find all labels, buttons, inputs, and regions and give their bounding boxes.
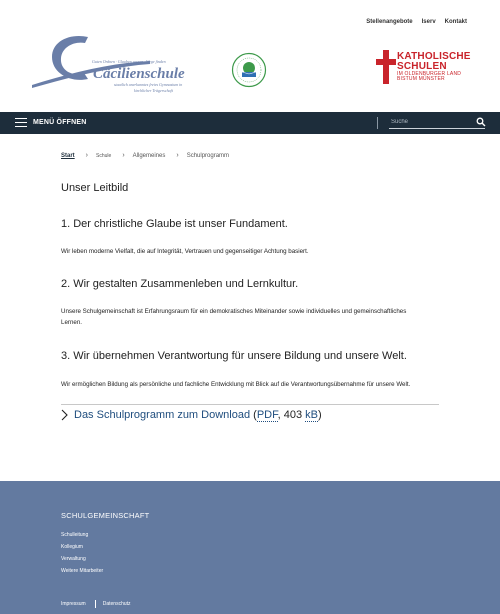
school-logo-sub2: kirchlicher Trägerschaft	[134, 88, 173, 93]
footer-divider	[95, 600, 96, 608]
school-logo-sub1: staatlich anerkanntes freies Gymnasium in	[114, 82, 183, 87]
school-logo[interactable]	[30, 33, 210, 97]
menu-open-label: MENÜ ÖFFNEN	[33, 119, 87, 126]
school-logo-name: Cäcilienschule	[93, 66, 185, 82]
school-logo-tagline: Guten Ordnen · Glauben wagen · Wege finden	[92, 59, 166, 64]
kath-line-3: IM OLDENBURGER LAND	[397, 71, 462, 77]
kath-line-1: KATHOLISCHE	[397, 51, 471, 62]
footer-link-verwaltung[interactable]: Verwaltung	[61, 556, 86, 562]
top-link-kontakt[interactable]: Kontakt	[444, 19, 467, 25]
section-1-heading: 1. Der christliche Glaube ist unser Fundament.	[61, 218, 288, 230]
hamburger-icon	[15, 118, 27, 127]
breadcrumb-item-allgemeines[interactable]: Allgemeines	[132, 152, 166, 159]
kath-line-4: BISTUM MÜNSTER	[397, 76, 445, 83]
eco-school-logo-icon	[231, 52, 267, 88]
katholische-schulen-text	[397, 52, 471, 83]
download-unit: kB	[305, 409, 318, 421]
kath-line-2: SCHULEN	[397, 61, 447, 72]
download-box	[61, 404, 439, 421]
download-size: 403	[283, 409, 303, 421]
footer-bottom	[61, 600, 131, 608]
section-2-text: Unsere Schulgemeinschaft ist Erfahrungsraum für ein demokratisches Miteinander sowie individuelles und gemeinschaftliches Lernen.	[61, 308, 407, 326]
breadcrumb	[61, 152, 229, 159]
top-link-iserv[interactable]: Iserv	[421, 19, 436, 25]
breadcrumb-item-current: Schulprogramm	[186, 152, 230, 159]
download-row	[61, 409, 439, 421]
main-navbar	[0, 112, 500, 134]
search-icon[interactable]	[476, 117, 486, 127]
section-3-heading: 3. Wir übernehmen Verantwortung für unsere Bildung und unsere Welt.	[61, 350, 407, 362]
footer-link-datenschutz[interactable]: Datenschutz	[102, 601, 131, 607]
chevron-right-icon: ›	[176, 152, 179, 159]
top-links	[366, 19, 467, 25]
chevron-right-icon	[61, 409, 68, 421]
menu-open-button[interactable]	[15, 118, 87, 127]
section-2-heading: 2. Wir gestalten Zusammenleben und Lernkultur.	[61, 278, 299, 290]
footer-link-impressum[interactable]: Impressum	[61, 601, 86, 607]
footer-links	[61, 529, 103, 577]
breadcrumb-item-schule[interactable]: Schule	[96, 152, 112, 159]
section-3-text: Wir ermöglichen Bildung als persönliche und fachliche Entwicklung mit Blick auf die Verantwortungsübernahme für unsere Welt.	[61, 381, 411, 388]
footer-heading: SCHULGEMEINSCHAFT	[61, 511, 150, 520]
page-title: Unser Leitbild	[61, 182, 129, 194]
nav-divider	[377, 117, 378, 129]
footer-link-kollegium[interactable]: Kollegium	[61, 544, 83, 550]
top-link-stellenangebote[interactable]: Stellenangebote	[366, 19, 413, 25]
chevron-right-icon: ›	[122, 152, 125, 159]
download-meta: (PDF, 403 kB)	[253, 409, 322, 421]
site-header	[0, 0, 500, 112]
footer-link-schulleitung[interactable]: Schulleitung	[61, 532, 89, 538]
download-format: PDF	[256, 409, 278, 421]
chevron-right-icon: ›	[85, 152, 89, 159]
footer-link-weitere-mitarbeiter[interactable]: Weitere Mitarbeiter	[61, 568, 104, 574]
download-link[interactable]: Das Schulprogramm zum Download	[74, 409, 251, 421]
site-footer	[0, 481, 500, 614]
breadcrumb-start[interactable]: Start	[61, 152, 75, 159]
search-input[interactable]	[389, 116, 485, 129]
section-1-text: Wir leben moderne Vielfalt, die auf Integrität, Vertrauen und gegenseitiger Achtung basiert.	[61, 248, 309, 255]
